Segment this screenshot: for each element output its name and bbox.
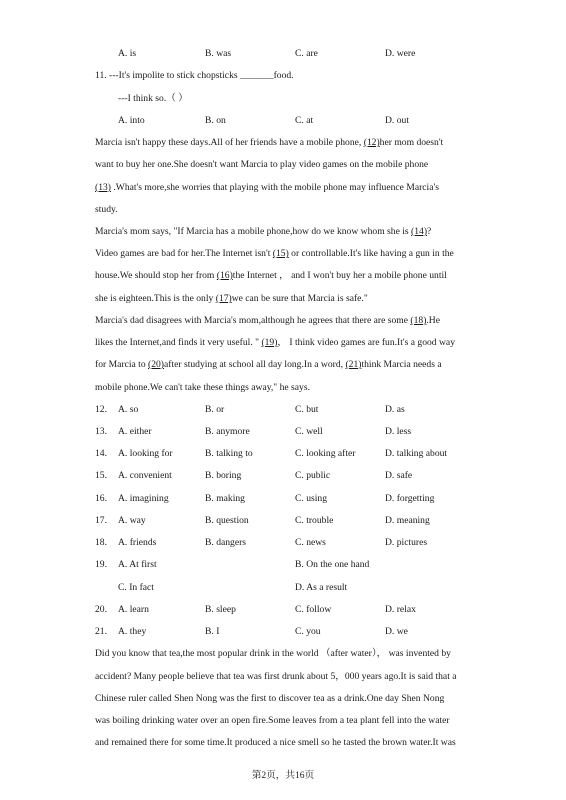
- q11-option-c: C. at: [295, 115, 314, 126]
- question-number: 19.: [95, 559, 107, 570]
- option-c: C. follow: [295, 604, 332, 615]
- option-b: B. I: [205, 626, 220, 637]
- option-a: A. convenient: [118, 470, 172, 481]
- passage1-line: for Marcia to (20)after studying at school all day long.In a word, (21)think Marcia needs a: [95, 359, 442, 370]
- option-c: C. In fact: [118, 582, 154, 593]
- option-b: B. question: [205, 515, 249, 526]
- option-b: B. boring: [205, 470, 242, 481]
- q11-stem: 11. ---It's impolite to stick chopsticks _______food.: [95, 70, 294, 81]
- option-a: A. they: [118, 626, 147, 637]
- q10-option-a: A. is: [118, 48, 137, 59]
- option-c: C. trouble: [295, 515, 334, 526]
- option-a: A. way: [118, 515, 146, 526]
- option-a: A. At first: [118, 559, 157, 570]
- question-number: 13.: [95, 426, 107, 437]
- passage1-line: want to buy her one.She doesn't want Marcia to play video games on the mobile phone: [95, 159, 429, 170]
- option-b: B. or: [205, 404, 225, 415]
- passage2-line: was boiling drinking water over an open fire.Some leaves from a tea plant fell into the water: [95, 715, 450, 726]
- passage1-line: Marcia isn't happy these days.All of her friends have a mobile phone, (12)her mom doesn't: [95, 137, 444, 148]
- option-d: D. as: [385, 404, 405, 415]
- passage1-line: study.: [95, 204, 118, 215]
- option-c: C. using: [295, 493, 327, 504]
- blank-15: (15): [272, 248, 289, 259]
- question-number: 16.: [95, 493, 107, 504]
- option-c: C. well: [295, 426, 323, 437]
- option-b: B. dangers: [205, 537, 247, 548]
- q11-option-a: A. into: [118, 115, 145, 126]
- q11-reply: ---I think so.（ ）: [118, 93, 188, 104]
- question-number: 14.: [95, 448, 107, 459]
- question-number: 20.: [95, 604, 107, 615]
- passage2-line: Chinese ruler called Shen Nong was the first to discover tea as a drink.One day Shen Nong: [95, 693, 445, 704]
- option-d: D. pictures: [385, 537, 428, 548]
- blank-19: (19): [261, 337, 278, 348]
- option-b: B. sleep: [205, 604, 236, 615]
- option-b: B. making: [205, 493, 245, 504]
- option-c: C. news: [295, 537, 326, 548]
- passage1-line: mobile phone.We can't take these things away," he says.: [95, 382, 310, 393]
- passage1-line: house.We should stop her from (16)the Internet ， and I won't buy her a mobile phone until: [95, 270, 447, 281]
- question-number: 21.: [95, 626, 107, 637]
- option-d: D. As a result: [295, 582, 348, 593]
- passage2-line: accident? Many people believe that tea was first drunk about 5，000 years ago.It is said that a: [95, 671, 457, 682]
- question-number: 17.: [95, 515, 107, 526]
- option-d: D. less: [385, 426, 412, 437]
- option-a: A. friends: [118, 537, 157, 548]
- question-number: 12.: [95, 404, 107, 415]
- option-b: B. On the one hand: [295, 559, 370, 570]
- question-number: 15.: [95, 470, 107, 481]
- passage1-line: (13) .What's more,she worries that playing with the mobile phone may influence Marcia's: [95, 182, 439, 193]
- blank-21: (21): [345, 359, 362, 370]
- blank-13: (13): [95, 182, 111, 193]
- q11-option-b: B. on: [205, 115, 226, 126]
- option-c: C. you: [295, 626, 321, 637]
- option-b: B. anymore: [205, 426, 250, 437]
- option-a: A. learn: [118, 604, 149, 615]
- q10-option-d: D. were: [385, 48, 416, 59]
- option-d: D. we: [385, 626, 408, 637]
- option-d: D. meaning: [385, 515, 430, 526]
- option-d: D. relax: [385, 604, 416, 615]
- option-c: C. looking after: [295, 448, 356, 459]
- blank-18: (18): [410, 315, 427, 326]
- option-d: D. safe: [385, 470, 413, 481]
- blank-20: (20): [148, 359, 164, 370]
- passage1-line: likes the Internet,and finds it very useful. " (19)， I think video games are fun.It's a good way: [95, 337, 455, 348]
- option-d: D. forgetting: [385, 493, 435, 504]
- blank-14: (14): [411, 226, 428, 237]
- blank-12: (12): [363, 137, 380, 148]
- option-b: B. talking to: [205, 448, 253, 459]
- blank-16: (16): [216, 270, 233, 281]
- option-a: A. so: [118, 404, 139, 415]
- option-a: A. either: [118, 426, 152, 437]
- passage1-line: Marcia's mom says, "If Marcia has a mobile phone,how do we know whom she is (14)?: [95, 226, 432, 237]
- passage1-line: she is eighteen.This is the only (17)we can be sure that Marcia is safe.": [95, 293, 368, 304]
- q10-option-c: C. are: [295, 48, 318, 59]
- passage2-line: and remained there for some time.It produced a nice smell so he tasted the brown water.It was: [95, 737, 456, 748]
- passage2-line: Did you know that tea,the most popular drink in the world （after water）， was invented by: [95, 648, 451, 659]
- page-footer: 第2页，共16页: [251, 770, 315, 781]
- q11-option-d: D. out: [385, 115, 409, 126]
- option-d: D. talking about: [385, 448, 448, 459]
- option-c: C. public: [295, 470, 331, 481]
- question-number: 18.: [95, 537, 107, 548]
- option-a: A. imagining: [118, 493, 169, 504]
- option-a: A. looking for: [118, 448, 173, 459]
- passage1-line: Marcia's dad disagrees with Marcia's mom,although he agrees that there are some (18).He: [95, 315, 440, 326]
- blank-17: (17): [215, 293, 232, 304]
- passage1-line: Video games are bad for her.The Internet isn't (15) or controllable.It's like having a gun in the: [95, 248, 454, 259]
- option-c: C. but: [295, 404, 319, 415]
- q10-option-b: B. was: [205, 48, 232, 59]
